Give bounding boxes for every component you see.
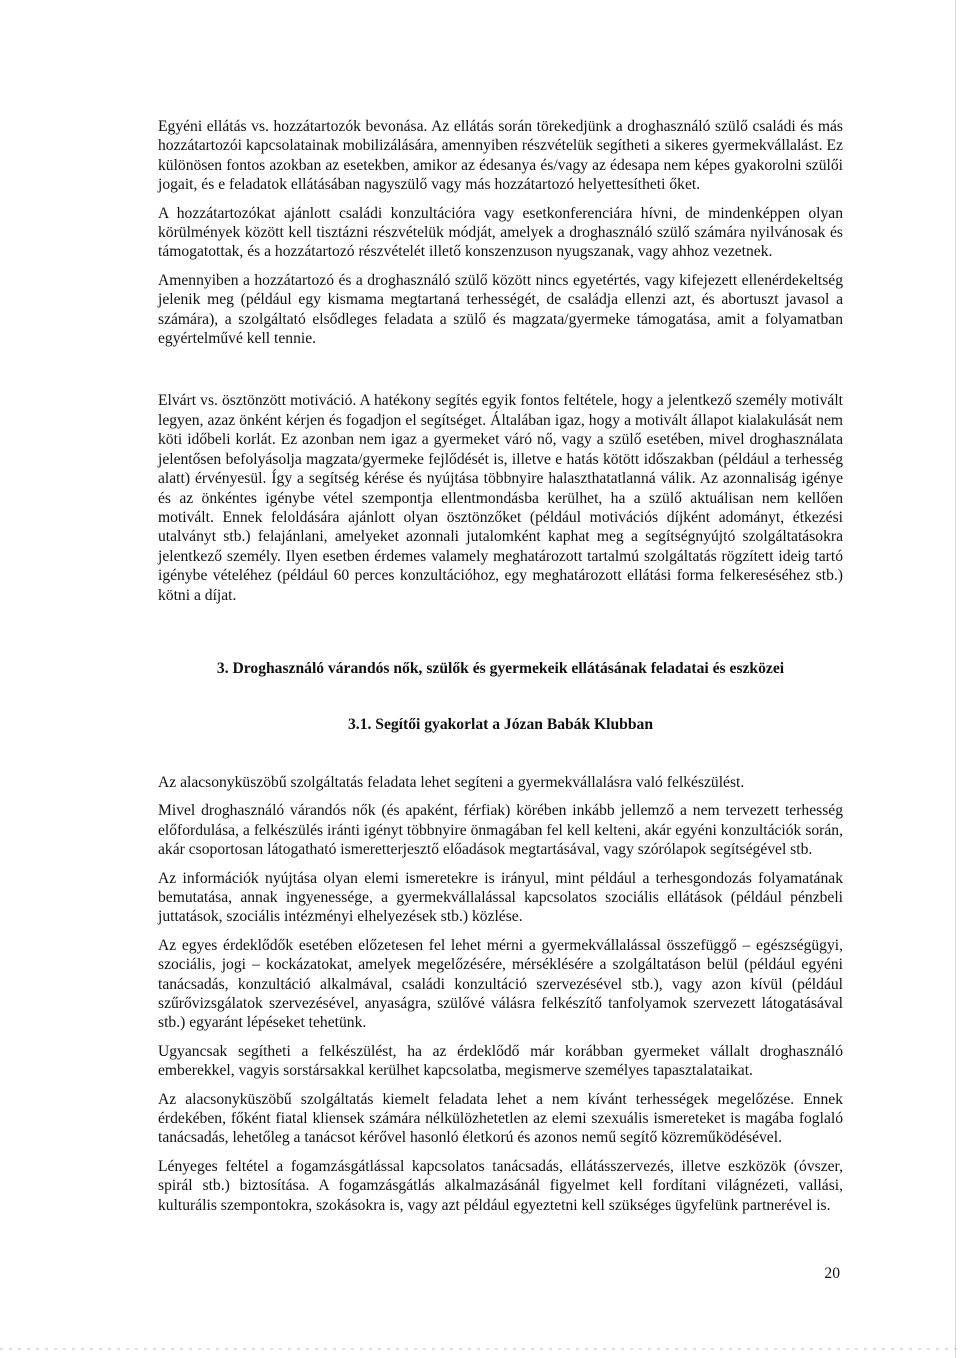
paragraph-unplanned-pregnancy: Mivel droghasználó várandós nők (és apaként, férfiak) körében inkább jellemző a nem tervezett terhesség előfordulása, a felkészülés iránti igényt többnyire önmagában fel kell kelteni, akár egyéni konzultációk során, akár csoportosan látogatható ismeretterjesztő előadások megtartásával, vagy szórólapok segítségével stb.: [158, 802, 843, 859]
page-content: [158, 117, 843, 1224]
paragraph-prevention: Az alacsonyküszöbű szolgáltatás kiemelt feladata lehet a nem kívánt terhességek megelőzése. Ennek érdekében, főként fiatal kliensek számára nélkülözhetetlen az elemi szexuális ismereteket is magába foglaló tanácsadás, lehetőleg a tanácsot kérővel hasonló életkorú és azonos nemű segítő közreműködésével.: [158, 1090, 843, 1147]
paragraph-risk-assessment: Az egyes érdeklődők esetében előzetesen fel lehet mérni a gyermekvállalással összefüggő – egészségügyi, szociális, jogi – kockázatokat, amelyek megelőzésére, mérséklésére a szolgáltatáson belül (például egyéni tanácsadás, konzultáció alkalmával, családi konzultáció szervezésével stb.), vagy azon kívül (például szűrővizsgálatok szervezésével, anyaságra, szülővé válásra felkészítő tanfolyamok szervezett látogatásával stb.) egyaránt lépéseket tehetünk.: [158, 936, 843, 1032]
paragraph-peer-support: Ugyancsak segítheti a felkészülést, ha az érdeklődő már korábban gyermeket vállalt droghasználó emberekkel, vagyis sorstársakkal kerülhet kapcsolatba, megismerve személyes tapasztalataikat.: [158, 1042, 843, 1080]
subsection-heading: 3.1. Segítői gyakorlat a Józan Babák Klubban: [348, 715, 653, 733]
paragraph-family-involvement: Egyéni ellátás vs. hozzátartozók bevonása. Az ellátás során törekedjünk a droghasználó szülő családi és más hozzátartozói kapcsolatainak mobilizálására, amennyiben részvételük segítheti a sikeres gyermekvállalást. Ez különösen fontos azokban az esetekben, amikor az édesanya és/vagy az édesapa nem képes gyakorolni szülői jogait, és e feladatok ellátásában nagyszülő vagy más hozzátartozó helyettesítheti őket.: [158, 118, 843, 194]
paragraph-information: Az információk nyújtása olyan elemi ismeretekre is irányul, mint például a terhesgondozás folyamatának bemutatása, annak ingyenessége, a gyermekvállalással kapcsolatos szociális ellátások (például pénzbeli juttatások, szociális intézményi elhelyezések stb.) közlése.: [158, 869, 843, 926]
section-heading: 3. Droghasználó várandós nők, szülők és gyermekeik ellátásának feladatai és eszközei: [216, 659, 785, 677]
paragraph-preparation: Az alacsonyküszöbű szolgáltatás feladata lehet segíteni a gyermekvállalásra való felkészülést.: [158, 773, 745, 791]
paragraph-family-consultation: A hozzátartozókat ajánlott családi konzultációra vagy esetkonferenciára hívni, de mindenképpen olyan körülmények között kell tisztázni részvételük módját, amelyek a droghasználó szülő számára nyilvánosak és támogatottak, és a hozzátartozó részvételét illető konszenzuson nyugszanak, vagy ahhoz vezetnek.: [158, 204, 843, 261]
paragraph-motivation: Elvárt vs. ösztönzött motiváció. A hatékony segítés egyik fontos feltétele, hogy a jelentkező személy motivált legyen, azaz önként kérjen és fogadjon el segítséget. Általában igaz, hogy a motivált állapot kialakulását nem köti időbeli korlát. Ez azonban nem igaz a gyermeket váró nő, vagy a szülő esetében, mivel droghasználata jelentősen befolyásolja magzata/gyermeke fejlődését is, illetve e hatás kötött időszakban (például a terhesség alatt) érvényesül. Így a segítség kérése és nyújtása többnyire halaszthatatlanná válik. Az azonnaliság igénye és az önkéntes igénybe vétel szempontja ellentmondásba kerülhet, ha a szülő aktuálisan nem kellően motivált. Ennek feloldására ajánlott olyan ösztönzőket (például motivációs díjként adományt, étkezési utalványt stb.) felajánlani, amelyeket azonnali jutalomként kaphat meg a segítségnyújtó szolgáltatásokra jelentkező személy. Ilyen esetben érdemes valamely meghatározott tartalmú szolgáltatás rögzített ideig tartó igénybe vételéhez (például 60 perces konzultációhoz, egy meghatározott ellátási forma felkereséséhez stb.) kötni a díjat.: [158, 392, 843, 604]
paragraph-contraception: Lényeges feltétel a fogamzásgátlással kapcsolatos tanácsadás, ellátásszervezés, illetve eszközök (óvszer, spirál stb.) biztosítása. A fogamzásgátlás alkalmazásánál figyelmet kell fordítani világnézeti, vallási, kulturális szempontokra, szokásokra is, vagy azt például egyeztetni kell szükséges ügyfelünk partnerével is.: [158, 1157, 843, 1214]
page-number: 20: [824, 1265, 840, 1282]
paragraph-family-conflict: Amennyiben a hozzátartozó és a droghasználó szülő között nincs egyetértés, vagy kifejezett ellenérdekeltség jelenik meg (például egy kismama megtartaná terhességét, de családja ellenzi azt, és abortuszt javasol a számára), a szolgáltató elsődleges feladata a szülő és magzata/gyermeke támogatása, amit a folyamatban egyértelművé kell tennie.: [158, 271, 843, 348]
subsection-body: [158, 773, 843, 1215]
scan-edge-line: [955, 0, 956, 1358]
scan-bottom-noise: [0, 1348, 960, 1350]
